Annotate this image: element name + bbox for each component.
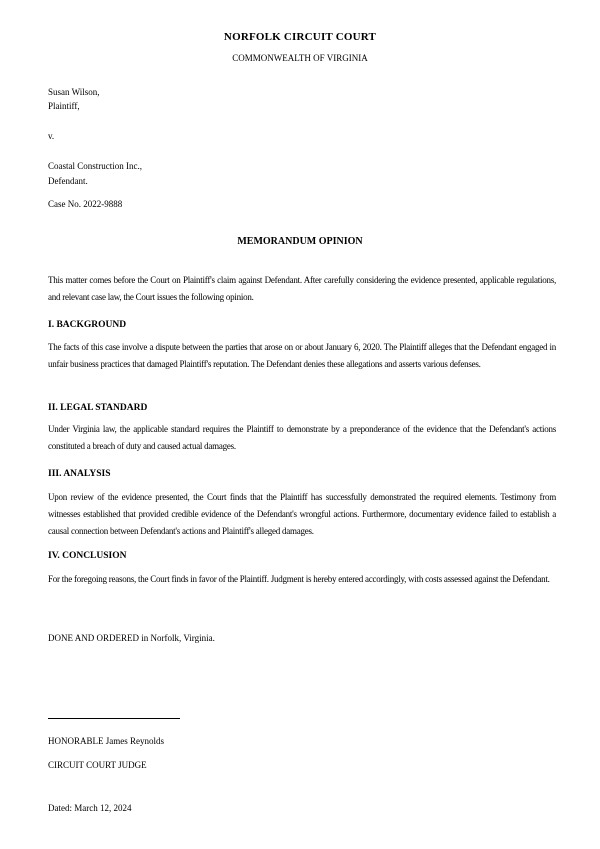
section-heading: IV. CONCLUSION — [48, 551, 127, 561]
section-body: Upon review of the evidence presented, the Court finds that the Plaintiff has successfully demonstrated the required elements. Testimony from witnesses established that provided credible evidence of the Defendant's wrongful actions. Furthermore, documentary evidence failed to establish a causal connection between Defendant's actions and Plaintiff's alleged damages. — [48, 492, 556, 536]
versus: v. — [48, 131, 55, 141]
done-ordered: DONE AND ORDERED in Norfolk, Virginia. — [48, 633, 215, 643]
section-body: The facts of this case involve a dispute between the parties that arose on or about January 6, 2020. The Plaintiff alleges that the Defendant engaged in unfair business practices that damaged Plaintiff's reputation. The Defendant denies these allegations and asserts various defenses. — [48, 342, 556, 369]
document-title: MEMORANDUM OPINION — [237, 236, 363, 247]
section-heading: I. BACKGROUND — [48, 320, 127, 330]
judge-name: HONORABLE James Reynolds — [48, 736, 164, 746]
defendant-role: Defendant. — [48, 176, 88, 186]
section-heading: III. ANALYSIS — [48, 469, 111, 479]
jurisdiction: COMMONWEALTH OF VIRGINIA — [232, 53, 368, 63]
judge-title: CIRCUIT COURT JUDGE — [48, 760, 147, 770]
dated: Dated: March 12, 2024 — [48, 803, 132, 813]
defendant-name: Coastal Construction Inc., — [48, 161, 142, 171]
section-body: Under Virginia law, the applicable standard requires the Plaintiff to demonstrate by a preponderance of the evidence that the Defendant's actions constituted a breach of duty and caused actual damages. — [48, 424, 556, 451]
section-heading: II. LEGAL STANDARD — [48, 403, 148, 413]
plaintiff-name: Susan Wilson, — [48, 87, 100, 97]
case-number: Case No. 2022-9888 — [48, 199, 123, 209]
court-name: NORFOLK CIRCUIT COURT — [223, 31, 377, 43]
signature-line — [48, 718, 180, 719]
plaintiff-role: Plaintiff, — [48, 101, 80, 111]
intro-paragraph: This matter comes before the Court on Plaintiff's claim against Defendant. After carefully considering the evidence presented, applicable regulations, and relevant case law, the Court issues the following opinion. — [48, 275, 556, 302]
section-body: For the foregoing reasons, the Court finds in favor of the Plaintiff. Judgment is hereby entered accordingly, with costs assessed against the Defendant. — [48, 574, 550, 584]
